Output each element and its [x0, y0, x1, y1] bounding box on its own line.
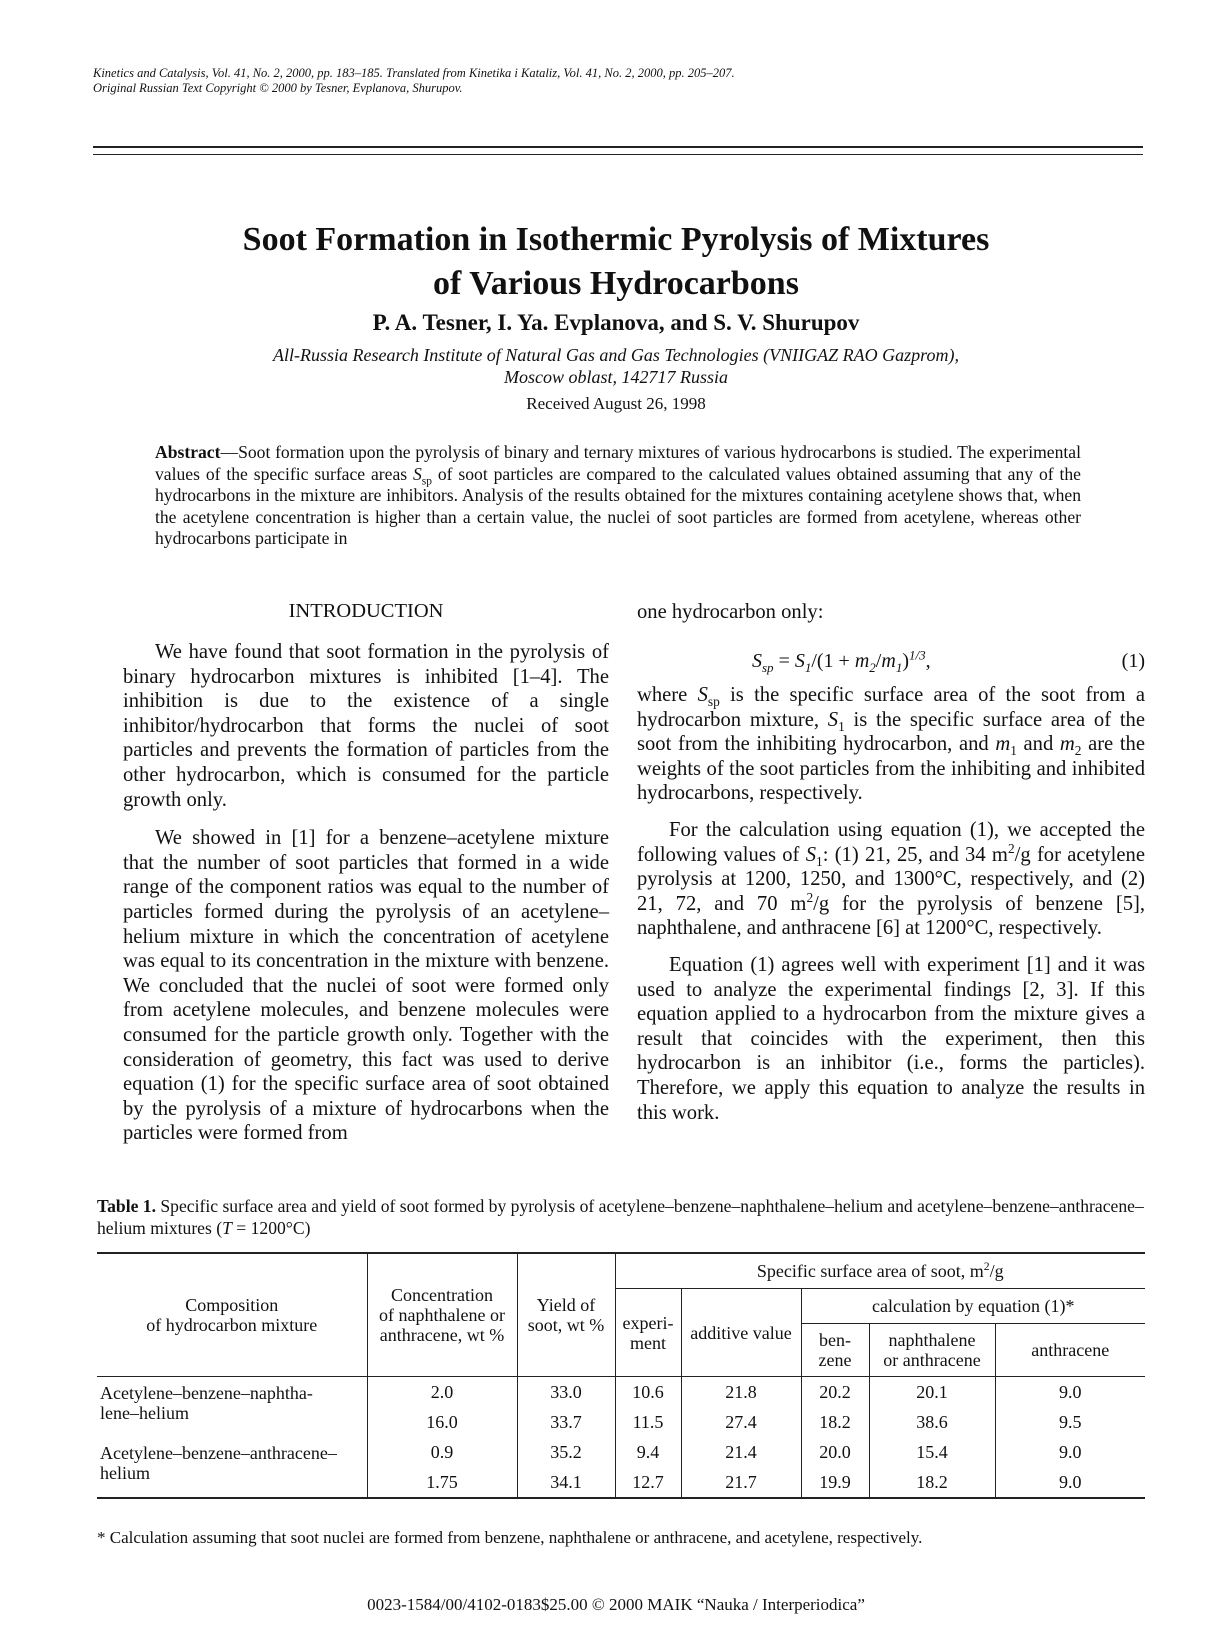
table-row: [97, 1437, 1145, 1467]
affiliation-line-2: Moscow oblast, 142717 Russia: [503, 367, 728, 387]
title-line-2: of Various Hydrocarbons: [433, 265, 799, 302]
abstract: [155, 442, 1081, 550]
table-caption-label: Table 1.: [97, 1196, 156, 1216]
table-cell: 35.2: [517, 1437, 615, 1467]
intro-paragraph-2: We showed in [1] for a benzene–acetylene mixture that the number of soot particles that formed in a wide range of the component ratios was equal to the number of particles formed during the pyrolysis of an acetylene–helium mixture in which the concentration of acetylene was equal to its concentration in the mixture with benzene. We concluded that the nuclei of soot were formed only from acetylene molecules, and benzene molecules were consumed for the particle growth only. Together with the consideration of geometry, this fact was used to derive equation (1) for the specific surface area of soot obtained by the pyrolysis of a mixture of hydrocarbons when the particles were formed from: [123, 827, 609, 1145]
table-cell: 9.5: [995, 1407, 1145, 1437]
equation-number: (1): [1121, 650, 1145, 672]
th-experiment: experi- ment: [615, 1289, 681, 1377]
table-cell: 18.2: [869, 1467, 995, 1498]
table-cell: 9.0: [995, 1377, 1145, 1408]
affiliation: [0, 344, 1232, 388]
header-citation: Kinetics and Catalysis, Vol. 41, No. 2, 2000, pp. 183–185. Translated from Kinetika i Kataliz, Vol. 41, No. 2, 2000, pp. 205–207.: [93, 66, 735, 80]
right-paragraph-2: For the calculation using equation (1), we accepted the following values of $S_1$: (1) 21, 25, and 34 $m^2/g$ for acetylene pyrolysis at 1200, 1250, and 1300°C, respectively, and (2) 21, 72, and 70 $m^2/g$ for the pyrolysis of benzene [5], naphthalene, and anthracene [6] at 1200°C, respectively.: [637, 818, 1145, 940]
abstract-symbol-sub: sp: [421, 475, 432, 488]
table-cell: 38.6: [869, 1407, 995, 1437]
header-rule-thin: [93, 154, 1143, 155]
data-table: [97, 1252, 1145, 1499]
abstract-symbol: S: [413, 463, 422, 484]
table-cell: 2.0: [367, 1377, 517, 1408]
right-paragraph-3: Equation (1) agrees well with experiment [1] and it was used to analyze the experimental findings [2, 3]. If this equation applied to a hydrocarbon from the mixture gives a result that coincides with the experiment, then this hydrocarbon is an inhibitor (i.e., forms the particles). Therefore, we apply this equation to analyze the results in this work.: [637, 953, 1145, 1124]
table-cell: 21.8: [681, 1377, 801, 1408]
table-cell: 20.1: [869, 1377, 995, 1408]
table-cell: 19.9: [801, 1467, 869, 1498]
page-footer: 0023-1584/00/4102-0183$25.00 © 2000 MAIK “Nauka / Interperiodica”: [367, 1595, 865, 1614]
table-cell: 21.4: [681, 1437, 801, 1467]
authors: P. A. Tesner, I. Ya. Evplanova, and S. V. Shurupov: [372, 310, 860, 335]
table-cell: 20.0: [801, 1437, 869, 1467]
intro-column-left: [123, 640, 609, 1146]
table-cell: 16.0: [367, 1407, 517, 1437]
table-cell: 20.2: [801, 1377, 869, 1408]
table-cell: 21.7: [681, 1467, 801, 1498]
equation-formula: $S_{sp} = S_1/(1 + m_2/m_1)^{1/3}$,: [752, 647, 931, 675]
table-cell: 15.4: [869, 1437, 995, 1467]
th-benzene: ben- zene: [801, 1324, 869, 1377]
table-cell: 10.6: [615, 1377, 681, 1408]
table-cell: 34.1: [517, 1467, 615, 1498]
running-header: [93, 66, 735, 96]
affiliation-line-1: All-Russia Research Institute of Natural Gas and Gas Technologies (VNIIGAZ RAO Gazprom),: [273, 345, 959, 365]
title-line-1: Soot Formation in Isothermic Pyrolysis of Mixtures: [242, 221, 990, 258]
th-specific-surface-area: Specific surface area of soot, $m^2/g$: [615, 1253, 1145, 1289]
th-composition: Composition of hydrocarbon mixture: [97, 1253, 367, 1377]
row-composition: Acetylene–benzene–anthracene– helium: [100, 1443, 337, 1483]
th-calculation: calculation by equation (1)*: [801, 1289, 1145, 1324]
abstract-text-a: —Soot formation upon the pyrolysis of binary and ternary mixtures of various hydrocarbons is studied. The experimental values of the specific surface areas: [155, 442, 1081, 484]
table-cell: 0.9: [367, 1437, 517, 1467]
row-composition: Acetylene–benzene–naphtha- lene–helium: [100, 1383, 313, 1423]
abstract-text-b: of soot particles are compared to the calculated values obtained assuming that any of the hydrocarbons in the mixture are inhibitors. Analysis of the results obtained for the mixtures containing acetylene shows that, when the acetylene concentration is higher than a certain value, the nuclei of soot particles are formed from acetylene, whereas other hydrocarbons participate in: [155, 463, 1081, 548]
table-cell: 33.0: [517, 1377, 615, 1408]
table-caption: Table 1. Specific surface area and yield of soot formed by pyrolysis of acetylene–benzene–naphthalene–helium and acetylene–benzene–anthracene–helium mixtures (T = 1200°C): [97, 1196, 1144, 1238]
right-paragraph-1: where $S_{sp}$ is the specific surface area of the soot from a hydrocarbon mixture, $S_1$ is the specific surface area of the soot from the inhibiting hydrocarbon, and $m_1$ and $m_2$ are the weights of the soot particles from the inhibiting and inhibited hydrocarbons, respectively.: [637, 684, 1145, 805]
th-concentration: Concentration of naphthalene or anthracene, wt %: [367, 1253, 517, 1377]
article-title: [0, 218, 1232, 306]
th-yield: Yield of soot, wt %: [517, 1253, 615, 1377]
table-cell: 9.0: [995, 1467, 1145, 1498]
table-cell: 12.7: [615, 1467, 681, 1498]
table-cell: 11.5: [615, 1407, 681, 1437]
table-footnote: * Calculation assuming that soot nuclei are formed from benzene, naphthalene or anthracene, and acetylene, respectively.: [97, 1528, 923, 1547]
intro-paragraph-1: We have found that soot formation in the pyrolysis of binary hydrocarbon mixtures is inhibited [1–4]. The inhibition is due to the existence of a single inhibitor/hydrocarbon that forms the nuclei of soot particles and prevents the formation of particles from the other hydrocarbon, which is consumed for the particle growth only.: [123, 641, 609, 811]
th-anthracene: anthracene: [995, 1324, 1145, 1377]
received-date: Received August 26, 1998: [526, 394, 706, 413]
th-naphthalene-or-anthracene: naphthalene or anthracene: [869, 1324, 995, 1377]
header-copyright: Original Russian Text Copyright © 2000 by Tesner, Evplanova, Shurupov.: [93, 81, 463, 95]
table-cell: 18.2: [801, 1407, 869, 1437]
abstract-label: Abstract: [155, 442, 221, 462]
th-additive-value: additive value: [681, 1289, 801, 1377]
header-rule-thick: [93, 146, 1143, 148]
table-body: [97, 1377, 1145, 1499]
table-cell: 9.0: [995, 1437, 1145, 1467]
table-cell: 1.75: [367, 1467, 517, 1498]
table-row: [97, 1377, 1145, 1408]
section-heading-introduction: INTRODUCTION: [288, 600, 444, 622]
right-column-lead: one hydrocarbon only:: [637, 601, 824, 623]
table-cell: 27.4: [681, 1407, 801, 1437]
right-column-body: [637, 683, 1145, 1125]
table-cell: 9.4: [615, 1437, 681, 1467]
table-cell: 33.7: [517, 1407, 615, 1437]
